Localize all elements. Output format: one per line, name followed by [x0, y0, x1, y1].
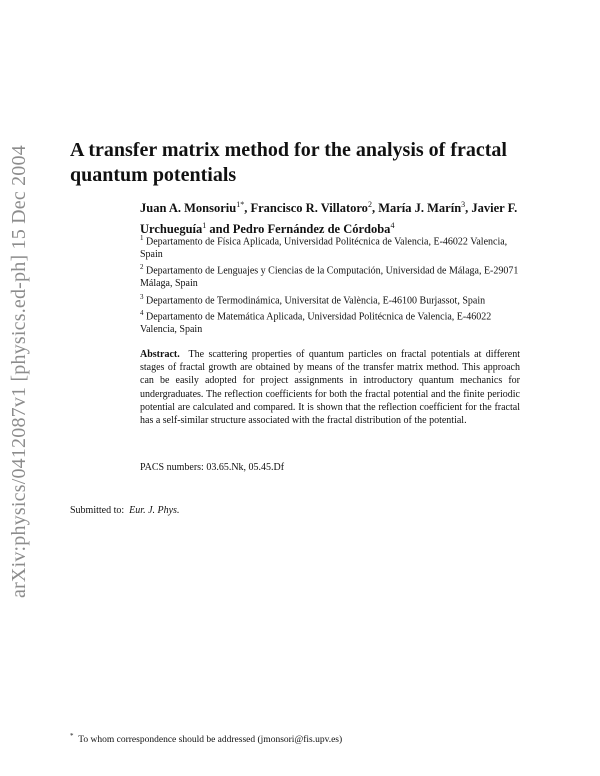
author-name: María J. Marín — [378, 201, 462, 216]
affiliation — [140, 261, 520, 290]
affiliation — [140, 232, 520, 261]
author-separator: and — [206, 222, 233, 237]
affiliation-text: Departamento de Física Aplicada, Universidad Politécnica de Valencia, E-46022 Valencia, Spain — [140, 236, 508, 260]
footnote-mark: * — [70, 732, 74, 740]
author-affil-mark: 4 — [390, 221, 395, 231]
affiliation-text: Departamento de Termodinámica, Universitat de València, E-46100 Burjassot, Spain — [146, 294, 486, 306]
author-name: Javier F. Urchueguía — [140, 201, 518, 237]
author-separator: , — [371, 201, 379, 216]
abstract-text: The scattering properties of quantum particles on fractal potentials at different stages of fractal growth are obtained by means of the transfer matrix method. This approach can be easily adopted for project assignments in introductory quantum mechanics for undergraduates. The reflection coefficients for both the fractal potential and the finite periodic potential are calculated and compared. It is shown that the reflection coefficient for the fractal has a self-similar structure associated with the fractal distribution of the potential. — [140, 349, 521, 427]
affiliation-list — [140, 232, 520, 337]
author-name: Pedro Fernández de Córdoba — [232, 222, 391, 237]
paper-title: A transfer matrix method for the analysis of fractal quantum potentials — [70, 139, 507, 186]
affiliation — [140, 307, 520, 336]
author-separator: , — [465, 201, 472, 216]
author-separator: , — [244, 201, 251, 216]
affiliation-text: Departamento de Matemática Aplicada, Universidad Politécnica de Valencia, E-46022 Valencia, Spain — [140, 311, 492, 336]
affiliation-mark: 1 — [140, 234, 144, 242]
author-affil-mark: 2 — [367, 200, 372, 209]
author-affil-mark: 1 — [202, 221, 207, 231]
correspondence-footnote — [70, 732, 342, 745]
affiliation-mark: 2 — [140, 263, 144, 272]
journal-name: Eur. J. Phys. — [129, 505, 180, 516]
author-name: Francisco R. Villatoro — [250, 201, 368, 216]
submitted-label: Submitted to: — [70, 505, 125, 516]
author-affil-mark: 3 — [461, 200, 466, 209]
affiliation-text: Departamento de Lenguajes y Ciencias de la Computación, Universidad de Málaga, E-29071 Málaga, Spain — [140, 265, 519, 290]
footnote-text: To whom correspondence should be addressed (jmonsori@fis.upv.es) — [78, 735, 343, 746]
author-name: Juan A. Monsoriu — [140, 201, 237, 216]
arxiv-stamp: arXiv:physics/0412087v1 [physics.ed-ph] 15 Dec 2004 — [8, 145, 30, 598]
author-affil-mark: 1* — [236, 200, 245, 209]
affiliation-mark: 4 — [140, 309, 144, 318]
submission-note — [70, 505, 179, 516]
affiliation — [140, 291, 520, 308]
pacs-numbers: PACS numbers: 03.65.Nk, 05.45.Df — [140, 462, 285, 473]
abstract-label: Abstract. — [140, 349, 180, 360]
affiliation-mark: 3 — [140, 292, 144, 301]
abstract — [140, 348, 520, 427]
